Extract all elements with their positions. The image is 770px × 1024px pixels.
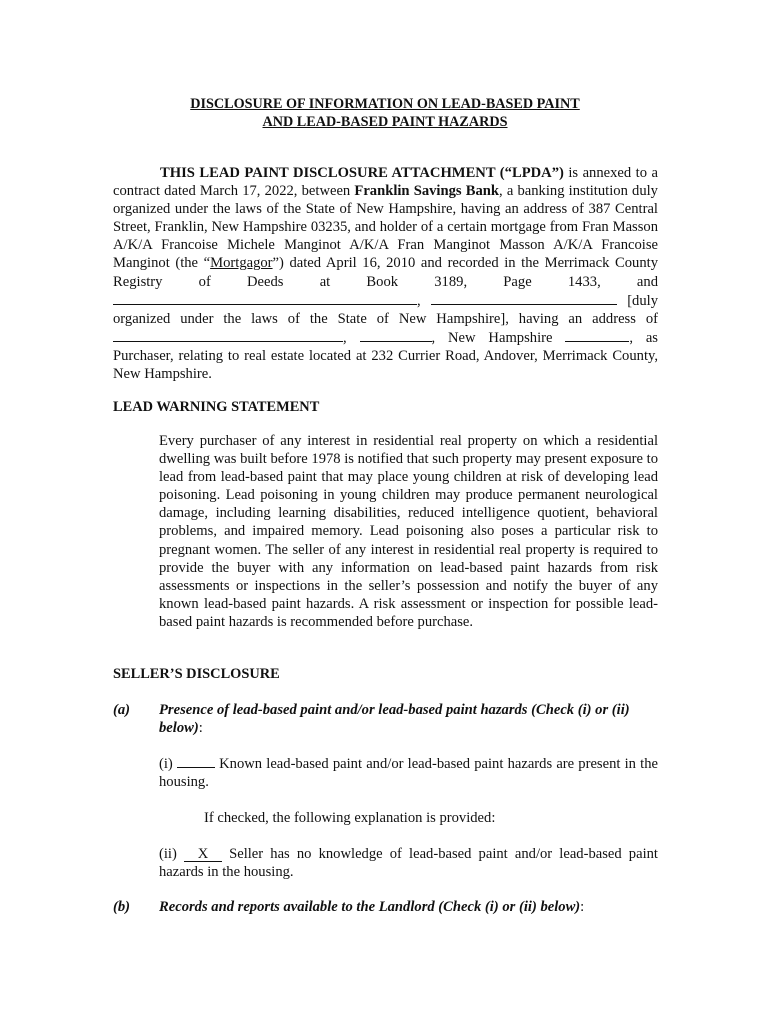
item-a-colon: : <box>198 720 203 737</box>
explanation-line: If checked, the following explanation is provided: <box>204 810 496 826</box>
option-a-ii-checkbox[interactable]: X <box>184 847 222 862</box>
purchaser-name-blank[interactable] <box>113 291 417 305</box>
mortgagor-term: Mortgagor <box>210 255 273 272</box>
document-title-line-1: DISCLOSURE OF INFORMATION ON LEAD-BASED PAINT <box>190 96 580 112</box>
item-b-colon: : <box>580 899 585 915</box>
intro-text-5: , New Hampshire <box>431 329 566 346</box>
intro-text-1: is annexed to a contract dated March 17, 2022, between <box>113 165 659 200</box>
intro-paragraph <box>113 164 658 383</box>
option-a-ii-text: Seller has no knowledge of lead-based paint and/or lead-based paint hazards in the housing. <box>159 846 658 881</box>
item-b-label: (b) <box>113 899 131 915</box>
option-a-i-prefix: (i) <box>159 756 177 772</box>
intro-text-3: ”) dated April 16, 2010 and recorded in the Merrimack County Registry of Deeds at Book 3189, Page 1433, and <box>113 255 658 290</box>
option-a-i-text: Known lead-based paint and/or lead-based paint hazards are present in the housing. <box>159 756 658 791</box>
item-b-title: Records and reports available to the Landlord (Check (i) or (ii) below) <box>159 899 581 915</box>
option-a-ii-prefix: (ii) <box>159 846 184 862</box>
document-title-line-2: AND LEAD-BASED PAINT HAZARDS <box>262 114 508 130</box>
purchaser-town-blank[interactable] <box>360 328 432 342</box>
option-a-ii <box>159 845 658 881</box>
option-a-i <box>159 755 658 791</box>
purchaser-entity-blank[interactable] <box>431 291 617 305</box>
intro-text-2: , a banking institution duly organized under the laws of the State of New Hampshire, having an address of 387 Central Street, Franklin, New Hampshire 03235, and holder of a certain mortgage from Fran Masson A/K/A Francoise Michele Manginot A/K/A Fran Manginot Masson A/K/A Francoise Manginot (the “ <box>113 183 658 272</box>
item-a-text <box>159 701 658 737</box>
seller-disclosure-heading: SELLER’S DISCLOSURE <box>113 666 280 682</box>
item-b-text <box>159 898 658 916</box>
option-a-i-checkbox[interactable] <box>177 767 215 768</box>
intro-text-4: [duly organized under the laws of the State of New Hampshire], having an address of <box>113 292 658 327</box>
intro-text-6: , as Purchaser, relating to real estate located at 232 Currier Road, Andover, Merrimack County, New Hampshire. <box>113 329 658 383</box>
intro-sep-1: , <box>417 292 431 309</box>
item-a-title: Presence of lead-based paint and/or lead-based paint hazards (Check (i) or (ii) below) <box>159 702 630 737</box>
lead-warning-body: Every purchaser of any interest in residential real property on which a residential dwelling was built before 1978 is notified that such property may present exposure to lead from lead-based paint that may place young children at risk of developing lead poisoning. Lead poisoning in young children may produce permanent neurological damage, including learning disabilities, reduced intelligence quotient, behavioral problems, and impaired memory. Lead poisoning also poses a particular risk to pregnant women. The seller of any interest in residential real property is required to provide the buyer with any information on lead-based paint hazards from risk assessments or inspections in the seller’s possession and notify the buyer of any known lead-based paint hazards. A risk assessment or inspection for possible lead-based paint hazards is recommended before purchase. <box>159 433 658 630</box>
item-a-label: (a) <box>113 702 131 718</box>
lpda-heading: THIS LEAD PAINT DISCLOSURE ATTACHMENT (“LPDA”) <box>160 165 564 181</box>
bank-name: Franklin Savings Bank <box>354 183 500 200</box>
purchaser-zip-blank[interactable] <box>565 328 629 342</box>
lead-warning-heading: LEAD WARNING STATEMENT <box>113 399 320 415</box>
intro-sep-2: , <box>343 329 360 346</box>
purchaser-street-blank[interactable] <box>113 328 343 342</box>
